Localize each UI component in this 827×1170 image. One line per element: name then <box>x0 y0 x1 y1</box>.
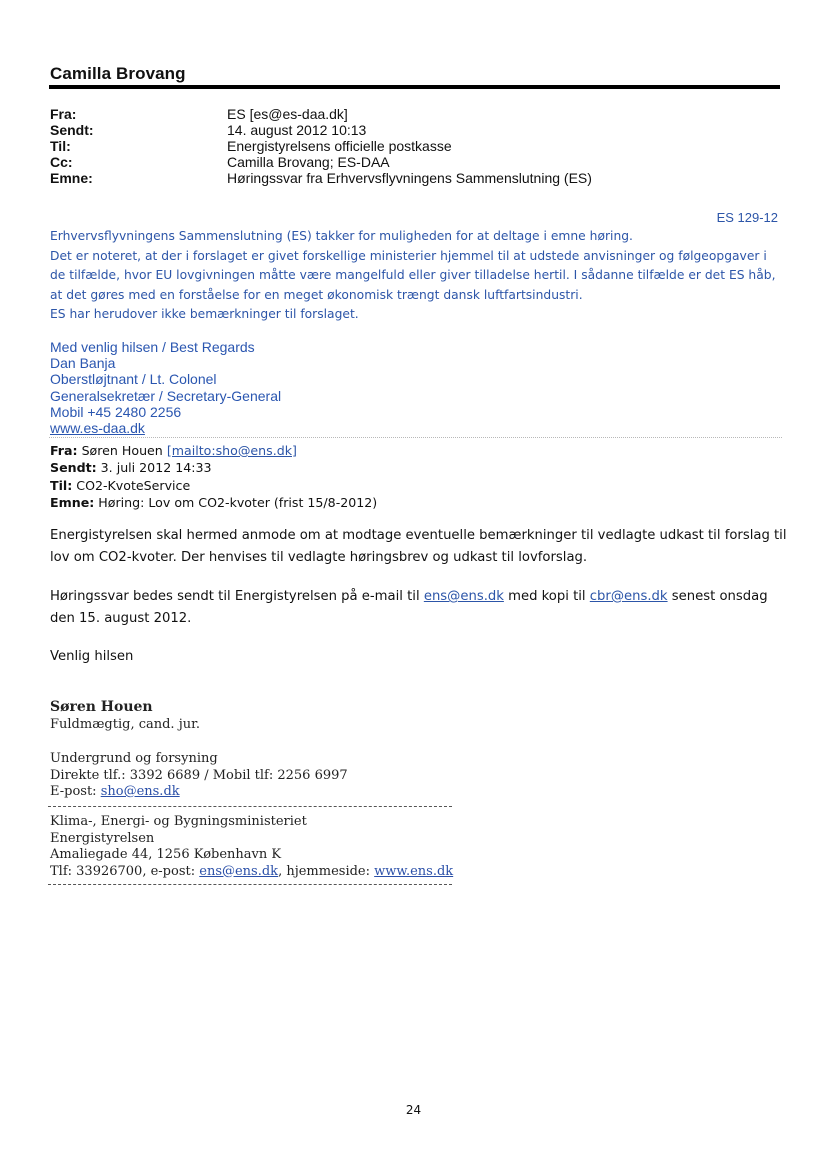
sender-name: Søren Houen <box>50 699 153 715</box>
signature-greeting: Med venlig hilsen / Best Regards <box>50 339 255 355</box>
agency-contact-text: , hjemmeside: <box>278 863 370 879</box>
sender-block <box>50 699 200 733</box>
page-number: 24 <box>405 1103 422 1117</box>
header-label: Cc: <box>50 154 73 170</box>
forwarded-header <box>50 442 377 511</box>
header-value: Camilla Brovang; ES-DAA <box>227 154 390 170</box>
body-paragraph-2 <box>50 586 790 630</box>
header-label: Sendt: <box>50 122 94 138</box>
sender-email-link[interactable]: sho@ens.dk <box>100 784 180 799</box>
sender-contact-block <box>50 751 348 801</box>
header-label: Til: <box>50 138 71 154</box>
signature-block <box>50 339 281 436</box>
sender-phone: Direkte tlf.: 3392 6689 / Mobil tlf: 2256 6997 <box>50 767 348 783</box>
forwarded-sent-label: Sendt: <box>50 460 97 476</box>
forwarded-sent-value: 3. juli 2012 14:33 <box>100 460 212 476</box>
forwarded-from-row <box>50 442 377 459</box>
header-label: Emne: <box>50 170 93 186</box>
agency-website-link[interactable]: www.ens.dk <box>374 863 454 879</box>
reply-paragraph: Erhvervsflyvningens Sammenslutning (ES) takker for muligheden for at deltage i emne høring. <box>50 229 633 243</box>
dashed-divider <box>48 884 452 885</box>
header-value: Energistyrelsens officielle postkasse <box>227 138 452 154</box>
forwarded-mailto-link[interactable]: [mailto:sho@ens.dk] <box>166 443 297 458</box>
forwarded-from-label: Fra: <box>50 443 78 458</box>
header-value: ES [es@es-daa.dk] <box>227 106 348 122</box>
signature-role: Generalsekretær / Secretary-General <box>50 387 282 404</box>
signature-website-link[interactable]: www.es-daa.dk <box>50 420 145 437</box>
header-value: Høringssvar fra Erhvervsflyvningens Sammenslutning (ES) <box>227 170 592 186</box>
sender-title: Fuldmægtig, cand. jur. <box>50 717 201 732</box>
sender-email-row <box>50 784 348 801</box>
signature-divider <box>49 437 782 438</box>
signature-rank: Oberstløjtnant / Lt. Colonel <box>50 371 217 388</box>
body-text: med kopi til <box>508 589 586 604</box>
agency-contact-row <box>50 864 453 881</box>
forwarded-to-label: Til: <box>50 477 73 493</box>
reply-paragraph: ES har herudover ikke bemærkninger til forslaget. <box>50 307 359 321</box>
forwarded-sent-row <box>50 459 377 476</box>
closing-text: Venlig hilsen <box>50 649 134 664</box>
forwarded-subject-label: Emne: <box>50 494 95 510</box>
agency-email-link[interactable]: ens@ens.dk <box>199 863 279 879</box>
header-label: Fra: <box>50 106 77 122</box>
ministry-block <box>50 814 453 880</box>
forwarded-to-value: CO2-KvoteService <box>76 477 191 493</box>
reply-body <box>50 227 782 325</box>
email-link-ens[interactable]: ens@ens.dk <box>423 589 504 604</box>
agency-name: Energistyrelsen <box>50 830 155 846</box>
forwarded-subject-row <box>50 494 377 511</box>
agency-address: Amaliegade 44, 1256 København K <box>50 847 282 862</box>
owner-name: Camilla Brovang <box>50 64 186 83</box>
ministry-name: Klima-, Energi- og Bygningsministeriet <box>50 814 307 829</box>
body-text: senest onsdag den 15. august 2012. <box>50 589 768 626</box>
agency-contact-text: Tlf: 33926700, e-post: <box>50 863 196 879</box>
sender-email-label: E-post: <box>50 784 97 799</box>
forwarded-to-row <box>50 477 377 494</box>
signature-name: Dan Banja <box>50 355 116 372</box>
header-value: 14. august 2012 10:13 <box>227 122 367 138</box>
forwarded-from-name: Søren Houen <box>81 443 163 458</box>
signature-mobile: Mobil +45 2480 2256 <box>50 403 182 420</box>
header-rule <box>49 85 780 89</box>
forwarded-subject-value: Høring: Lov om CO2-kvoter (frist 15/8-2012) <box>98 494 378 510</box>
reply-paragraph: Det er noteret, at der i forslaget er givet forskellige ministerier hjemmel til at udstede anvisninger og følgeopgaver i de tilfælde, hvor EU lovgivningen måtte være mangelfuld eller giver tilladelse hertil. I sådanne tilfælde er det ES håb, at det gøres med en forståelse for en meget økonomisk trængt dansk luftfartsindustri. <box>50 248 776 302</box>
body-paragraph-1: Energistyrelsen skal hermed anmode om at modtage eventuelle bemærkninger til vedlagte udkast til forslag til lov om CO2-kvoter. Der henvises til vedlagte høringsbrev og udkast til lovforslag. <box>50 528 787 565</box>
sender-department: Undergrund og forsyning <box>50 751 218 766</box>
body-text: Høringssvar bedes sendt til Energistyrelsen på e-mail til <box>50 589 420 604</box>
email-link-cbr[interactable]: cbr@ens.dk <box>589 589 668 604</box>
reference-number: ES 129-12 <box>716 210 778 225</box>
dashed-divider <box>48 806 452 807</box>
